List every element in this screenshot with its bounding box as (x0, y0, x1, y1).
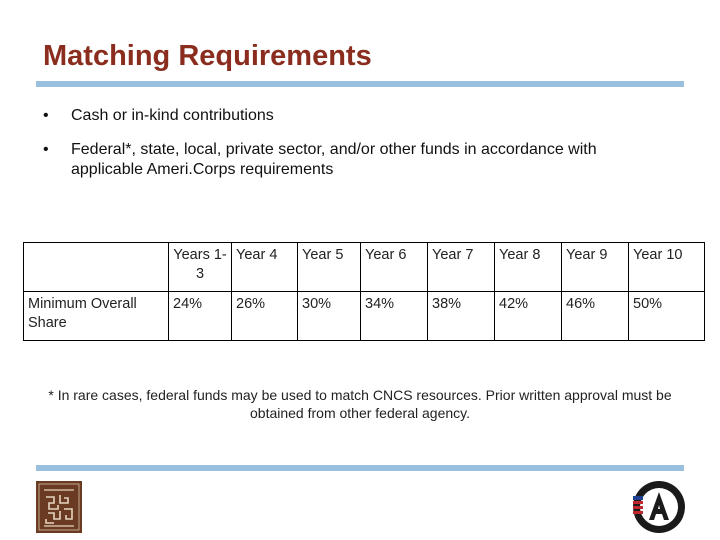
table-cell: 30% (298, 292, 361, 341)
americorps-logo (631, 479, 687, 535)
table-row-label: Minimum Overall Share (24, 292, 169, 341)
title-rule (36, 81, 684, 87)
bullet-text: Cash or in-kind contributions (71, 107, 274, 124)
bullet-list (43, 106, 643, 194)
bullet-marker: • (43, 107, 49, 124)
table-header-cell: Year 6 (361, 243, 428, 292)
bullet-marker: • (43, 141, 49, 158)
footer-rule (36, 465, 684, 471)
bullet-item (43, 140, 643, 180)
table-header-cell: Years 1-3 (169, 243, 232, 292)
table-cell: 24% (169, 292, 232, 341)
table-cell: 42% (495, 292, 562, 341)
table-row (24, 292, 705, 341)
table-corner-cell (24, 243, 169, 292)
table-cell: 34% (361, 292, 428, 341)
bullet-item (43, 106, 643, 126)
table-cell: 50% (629, 292, 705, 341)
table-cell: 26% (232, 292, 298, 341)
table-header-cell: Year 9 (562, 243, 629, 292)
table-header-cell: Year 5 (298, 243, 361, 292)
footnote: * In rare cases, federal funds may be used to match CNCS resources. Prior written approval must be obtained from other federal agency. (48, 387, 672, 421)
matching-requirements-table (23, 242, 705, 341)
table-header-cell: Year 10 (629, 243, 705, 292)
table-header-row (24, 243, 705, 292)
table-cell: 38% (428, 292, 495, 341)
table-header-cell: Year 4 (232, 243, 298, 292)
table-header-cell: Year 7 (428, 243, 495, 292)
bullet-text: Federal*, state, local, private sector, and/or other funds in accordance with applicable Ameri.Corps requirements (71, 141, 597, 178)
table-header-cell: Year 8 (495, 243, 562, 292)
table-cell: 46% (562, 292, 629, 341)
massachusetts-service-alliance-logo (36, 481, 82, 533)
slide-title: Matching Requirements (43, 40, 372, 72)
